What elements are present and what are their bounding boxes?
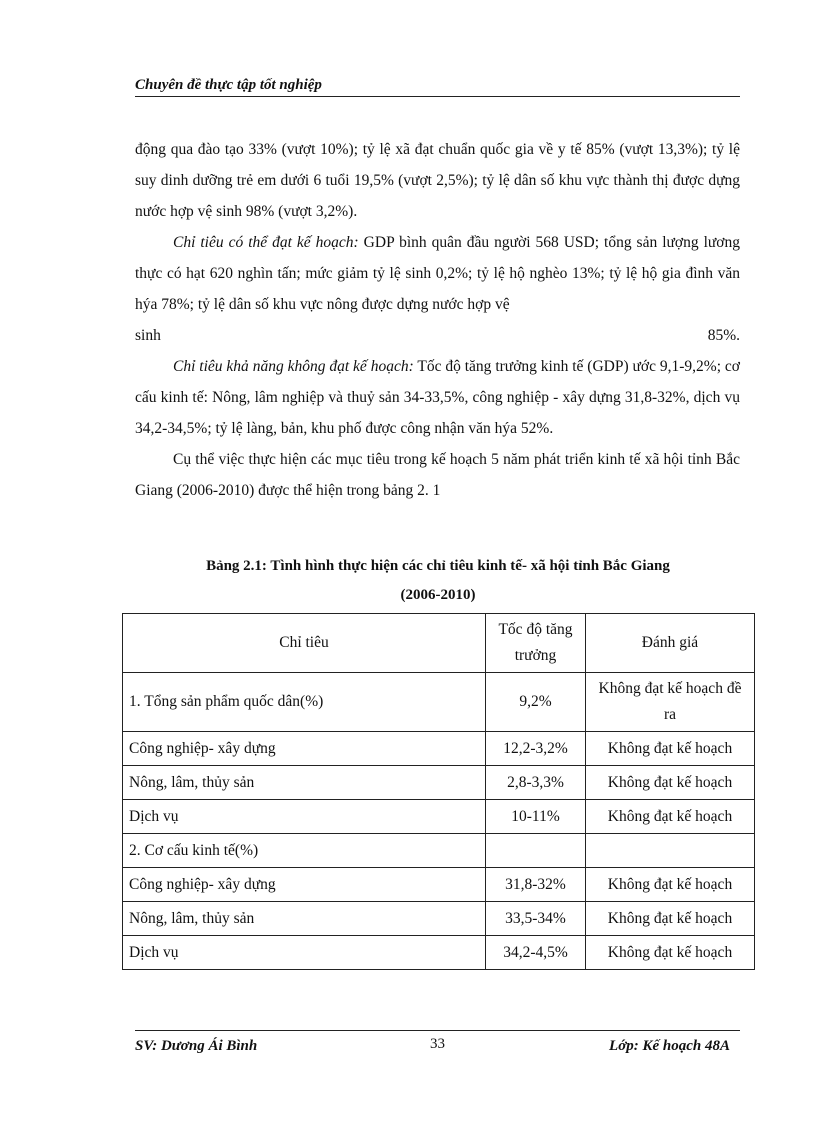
body-text <box>135 134 740 506</box>
table-row <box>123 800 755 834</box>
paragraph-3-label: Chỉ tiêu khả năng không đạt kế hoạch: <box>173 358 414 375</box>
header-cell-indicator: Chỉ tiêu <box>123 614 486 673</box>
paragraph-2-end-left: sinh <box>135 327 161 344</box>
indicators-table <box>122 613 755 970</box>
table-cell: 2,8-3,3% <box>486 766 586 800</box>
paragraph-2 <box>135 227 740 320</box>
table-cell: Không đạt kế hoạch đề ra <box>586 673 755 732</box>
paragraph-1: động qua đào tạo 33% (vượt 10%); tỷ lệ xã đạt chuẩn quốc gia về y tế 85% (vượt 13,3%); tỷ lệ suy dinh dưỡng trẻ em dưới 6 tuổi 19,5% (vượt 2,5%); tỷ lệ dân số khu vực thành thị được dựng nước hợp vệ sinh 98% (vượt 3,2%). <box>135 141 740 220</box>
table-caption-line-2: (2006-2010) <box>400 587 476 603</box>
running-header: Chuyên đề thực tập tốt nghiệp <box>135 76 740 97</box>
page-number: 33 <box>430 1036 445 1052</box>
table-cell: 33,5-34% <box>486 902 586 936</box>
table-cell: Nông, lâm, thủy sản <box>123 902 486 936</box>
table-cell: Công nghiệp- xây dựng <box>123 732 486 766</box>
table-cell: 10-11% <box>486 800 586 834</box>
table-caption <box>122 552 754 610</box>
table-row <box>123 732 755 766</box>
table-cell: Nông, lâm, thủy sản <box>123 766 486 800</box>
table-row <box>123 673 755 732</box>
table-cell: 12,2-3,2% <box>486 732 586 766</box>
table-cell <box>486 834 586 868</box>
paragraph-4: Cụ thể việc thực hiện các mục tiêu trong kế hoạch 5 năm phát triển kinh tế xã hội tỉnh Bắc Giang (2006-2010) được thể hiện trong bảng 2. 1 <box>135 451 740 499</box>
table-row <box>123 766 755 800</box>
footer-class-name: Lớp: Kế hoạch 48A <box>609 1038 730 1054</box>
table-cell: Công nghiệp- xây dựng <box>123 868 486 902</box>
table-cell: 31,8-32% <box>486 868 586 902</box>
paragraph-2-label: Chỉ tiêu có thể đạt kế hoạch: <box>173 234 359 251</box>
table-cell: 9,2% <box>486 673 586 732</box>
header-cell-assessment: Đánh giá <box>586 614 755 673</box>
paragraph-2-text: GDP bình quân đầu người 568 USD; tổng sản lượng lương thực có hạt 620 nghìn tấn; mức giảm tỷ lệ sinh 0,2%; tỷ lệ hộ nghèo 13%; tỷ lệ hộ gia đình văn hýa 78%; tỷ lệ dân số khu vực nông được dựng nước hợp vệ <box>135 234 740 313</box>
table-cell: Dịch vụ <box>123 800 486 834</box>
table-cell <box>586 834 755 868</box>
table-cell: Không đạt kế hoạch <box>586 800 755 834</box>
table-cell: Dịch vụ <box>123 936 486 970</box>
paragraph-2-end-right: 85%. <box>707 327 740 344</box>
table-row <box>123 868 755 902</box>
table-cell: Không đạt kế hoạch <box>586 902 755 936</box>
table-row <box>123 902 755 936</box>
table-caption-line-1: Bảng 2.1: Tình hình thực hiện các chỉ tiêu kinh tế- xã hội tỉnh Bắc Giang <box>206 558 670 574</box>
table-row <box>123 834 755 868</box>
table-cell: Không đạt kế hoạch <box>586 868 755 902</box>
table-cell: 2. Cơ cấu kinh tế(%) <box>123 834 486 868</box>
table-cell: Không đạt kế hoạch <box>586 766 755 800</box>
table-header-row <box>123 614 755 673</box>
paragraph-3 <box>135 351 740 444</box>
paragraph-2-end <box>135 320 740 351</box>
running-footer <box>135 1030 740 1058</box>
footer-student-name: SV: Dương Ái Bình <box>135 1038 258 1054</box>
table-cell: 1. Tổng sản phẩm quốc dân(%) <box>123 673 486 732</box>
header-cell-growth-rate: Tốc độ tăng trưởng <box>486 614 586 673</box>
table-row <box>123 936 755 970</box>
table-cell: Không đạt kế hoạch <box>586 732 755 766</box>
paragraph-3-text: Tốc độ tăng trưởng kinh tế (GDP) ước 9,1-9,2%; cơ cấu kinh tế: Nông, lâm nghiệp và thuỷ sản 34-33,5%, công nghiệp - xây dựng 31,8-32%, dịch vụ 34,2-34,5%; tỷ lệ làng, bản, khu phố được công nhận văn hýa 52%. <box>135 358 740 437</box>
table-cell: Không đạt kế hoạch <box>586 936 755 970</box>
table-cell: 34,2-4,5% <box>486 936 586 970</box>
